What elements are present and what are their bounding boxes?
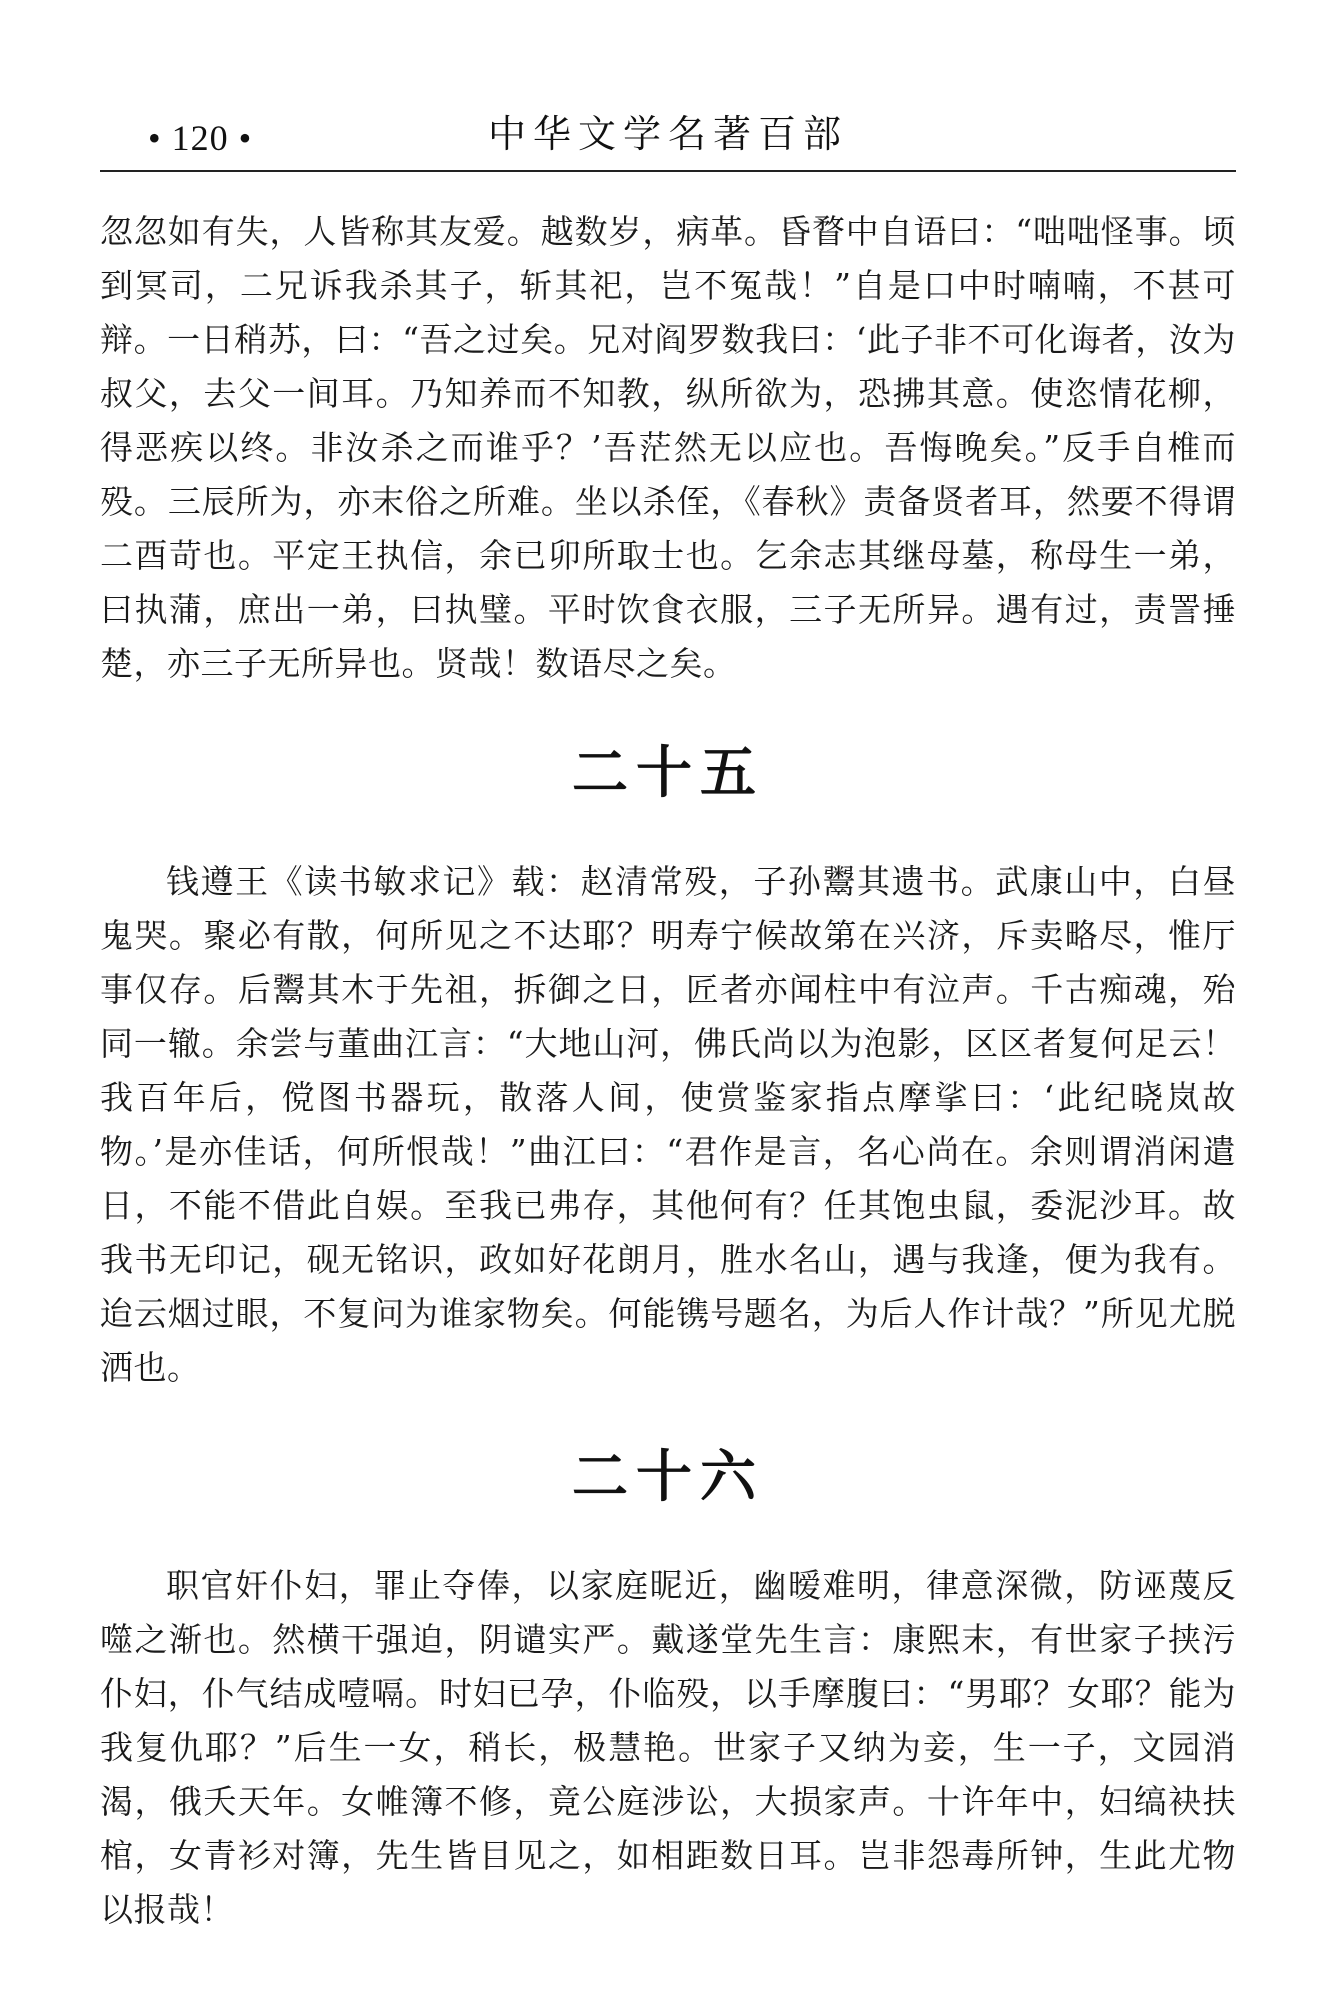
section-25-paragraph: 钱遵王《读书敏求记》载：赵清常殁，子孙鬻其遗书。武康山中，白昼鬼哭。聚必有散，何所见之不达耶？明寿宁候故第在兴济，斥卖略尽，惟厅事仅存。后鬻其木于先祖，拆御之日，匠者亦闻柱中有泣声。千古痴魂，殆同一辙。余尝与董曲江言：“大地山河，佛氏尚以为泡影，区区者复何足云！我百年后，傥图书器玩，散落人间，使赏鉴家指点摩挲曰：‘此纪晓岚故物。’是亦佳话，何所恨哉！”曲江曰：“君作是言，名心尚在。余则谓消闲遣日，不能不借此自娱。至我已弗存，其他何有？任其饱虫鼠，委泥沙耳。故我书无印记，砚无铭识，政如好花朗月，胜水名山，遇与我逢，便为我有。迨云烟过眼，不复问为谁家物矣。何能镌号题名，为后人作计哉？”所见尤脱洒也。 <box>100 862 1236 1387</box>
page-number: • 120 • <box>148 118 253 158</box>
section-heading-26: 二十六 <box>572 1445 764 1510</box>
page-header <box>100 108 1236 168</box>
header-divider <box>100 170 1236 172</box>
section-26-paragraph: 职官奸仆妇，罪止夺俸，以家庭昵近，幽暧难明，律意深微，防诬蔑反噬之渐也。然横干强迫，阴谴实严。戴遂堂先生言：康熙末，有世家子挟污仆妇，仆气结成噎嗝。时妇已孕，仆临殁，以手摩腹曰：“男耶？女耶？能为我复仇耶？”后生一女，稍长，极慧艳。世家子又纳为妾，生一子，文园消渴，俄夭天年。女帷簿不修，竟公庭涉讼，大损家声。十许年中，妇缟袂扶棺，女青衫对簿，先生皆目见之，如相距数日耳。岂非怨毒所钟，生此尤物以报哉！ <box>100 1566 1236 1929</box>
continuation-paragraph: 忽忽如有失，人皆称其友爱。越数岁，病革。昏瞀中自语曰：“咄咄怪事。顷到冥司，二兄诉我杀其子，斩其祀，岂不冤哉！”自是口中时喃喃，不甚可辩。一日稍苏，曰：“吾之过矣。兄对阎罗数我曰：‘此子非不可化诲者，汝为叔父，去父一间耳。乃知养而不知教，纵所欲为，恐拂其意。使恣情花柳，得恶疾以终。非汝杀之而谁乎？’吾茫然无以应也。吾悔晚矣。”反手自椎而殁。三辰所为，亦末俗之所难。坐以杀侄，《春秋》责备贤者耳，然要不得谓二酉苛也。平定王执信，余已卯所取士也。乞余志其继母墓，称母生一弟，曰执蒲，庶出一弟，曰执璧。平时饮食衣服，三子无所异。遇有过，责詈捶楚，亦三子无所异也。贤哉！数语尽之矣。 <box>100 212 1236 683</box>
book-title: 中华文学名著百部 <box>487 112 848 156</box>
page-body <box>100 205 1236 1937</box>
section-heading-25: 二十五 <box>572 741 764 806</box>
